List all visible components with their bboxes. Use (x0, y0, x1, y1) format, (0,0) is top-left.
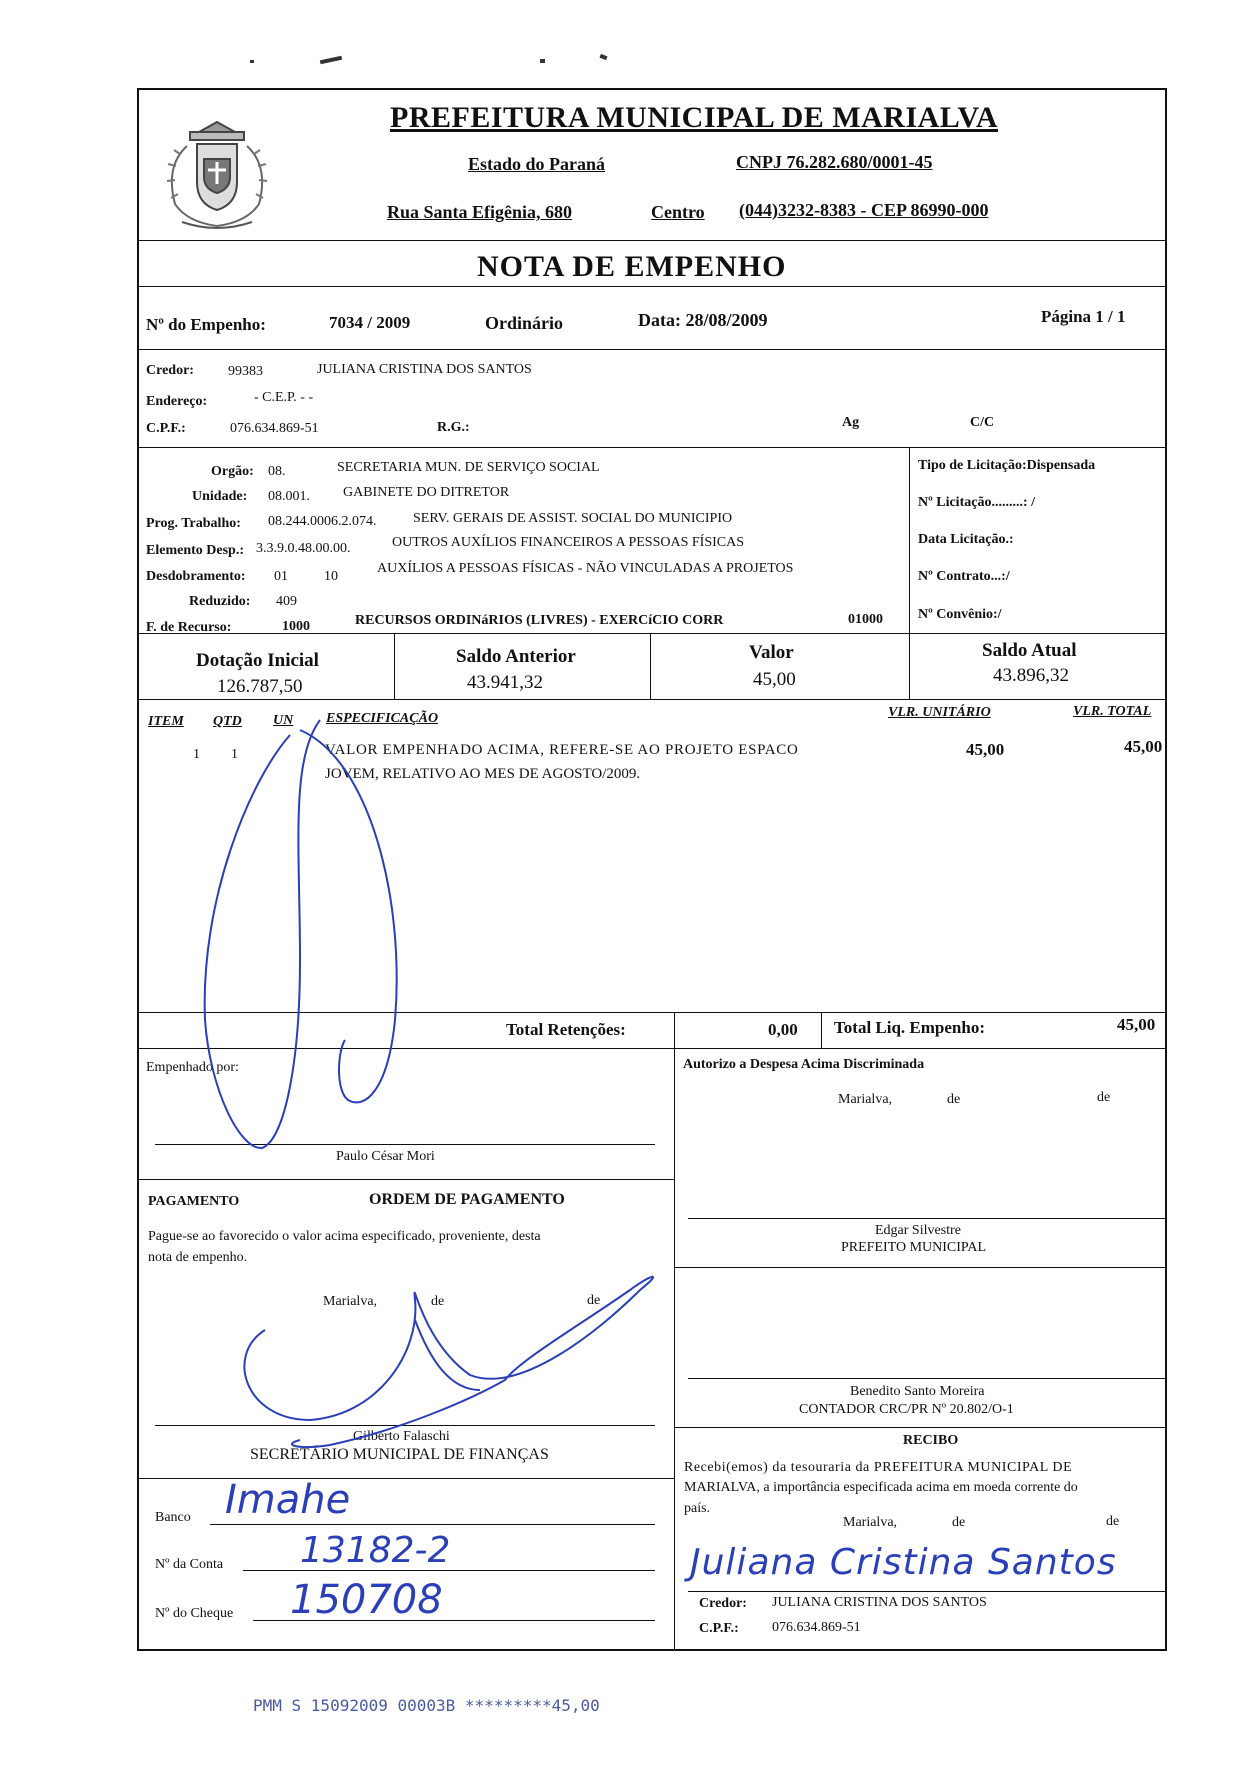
rg-label: R.G.: (437, 420, 470, 435)
licitacao-convenio: Nº Convênio:/ (918, 607, 1002, 622)
reduzido-value: 409 (276, 594, 297, 609)
recurso-name: RECURSOS ORDINáRIOS (LIVRES) - EXERCíCIO CORR (355, 613, 724, 628)
autorizo-place: Marialva, (838, 1092, 893, 1107)
dotacao-label: Dotação Inicial (196, 650, 319, 671)
desdobramento-code2: 10 (324, 569, 338, 584)
recibo-text-line3: país. (684, 1501, 711, 1516)
saldo-atual-value: 43.896,32 (993, 665, 1069, 686)
page-title: PREFEITURA MUNICIPAL DE MARIALVA (390, 101, 999, 134)
pagamento-de1: de (431, 1294, 445, 1309)
empenho-date: Data: 28/08/2009 (638, 310, 768, 330)
elemento-name: OUTROS AUXÍLIOS FINANCEIROS A PESSOAS FÍSICAS (392, 535, 745, 550)
address-value: - C.E.P. - - (254, 390, 314, 405)
elemento-code: 3.3.9.0.48.00.00. (256, 541, 351, 556)
liq-value: 45,00 (1117, 1015, 1156, 1034)
secretario-role: SECRETÁRIO MUNICIPAL DE FINANÇAS (250, 1446, 549, 1463)
licitacao-data: Data Licitação.: (918, 532, 1014, 547)
banco-handwritten: Imahe (225, 1477, 351, 1523)
col-spec: ESPECIFICAÇÃO (326, 711, 439, 726)
desdobramento-label: Desdobramento: (146, 569, 246, 584)
credor-signature: Juliana Cristina Santos (690, 1542, 1117, 1583)
row-qtd: 1 (231, 747, 238, 762)
retencoes-label: Total Retenções: (506, 1020, 626, 1039)
col-un: UN (273, 713, 294, 728)
valor-label: Valor (749, 642, 794, 663)
creditor-label: Credor: (146, 363, 194, 378)
elemento-label: Elemento Desp.: (146, 543, 244, 558)
reduzido-label: Reduzido: (189, 594, 251, 609)
recibo-de1: de (952, 1515, 966, 1530)
recibo-credor-label: Credor: (699, 1596, 747, 1611)
district-label: Centro (651, 202, 705, 222)
desdobramento-code1: 01 (274, 569, 288, 584)
phone-cep-label: (044)3232-8383 - CEP 86990-000 (739, 200, 989, 220)
machine-stamp: PMM S 15092009 00003B *********45,00 (253, 1696, 600, 1715)
ordem-pagamento-label: ORDEM DE PAGAMENTO (369, 1191, 565, 1208)
document-title: NOTA DE EMPENHO (477, 250, 787, 283)
cheque-handwritten: 150708 (290, 1577, 443, 1623)
col-unit-value: VLR. UNITÁRIO (888, 705, 991, 720)
recibo-place: Marialva, (843, 1515, 898, 1530)
contador-name: Benedito Santo Moreira (850, 1384, 985, 1399)
prog-label: Prog. Trabalho: (146, 516, 241, 531)
pagamento-text-line2: nota de empenho. (148, 1250, 248, 1265)
saldo-anterior-label: Saldo Anterior (456, 646, 576, 667)
creditor-name: JULIANA CRISTINA DOS SANTOS (317, 362, 532, 377)
conta-handwritten: 13182-2 (300, 1530, 451, 1571)
recibo-credor-name: JULIANA CRISTINA DOS SANTOS (772, 1595, 987, 1610)
cnpj-label: CNPJ 76.282.680/0001-45 (736, 152, 933, 172)
page-indicator: Página 1 / 1 (1041, 307, 1126, 326)
row-total-value: 45,00 (1124, 737, 1163, 756)
banco-label: Banco (155, 1510, 191, 1525)
ag-label: Ag (842, 415, 860, 430)
row-spec-line1: VALOR EMPENHADO ACIMA, REFERE-SE AO PROJETO ESPACO (325, 742, 799, 758)
scan-specks (240, 50, 620, 70)
cc-label: C/C (970, 415, 995, 430)
licitacao-contrato: Nº Contrato...:/ (918, 569, 1010, 584)
empenhado-name: Paulo César Mori (336, 1149, 435, 1164)
prefeito-name: Edgar Silvestre (875, 1223, 961, 1238)
recurso-code: 1000 (282, 619, 310, 634)
dotacao-value: 126.787,50 (217, 676, 303, 697)
licitacao-numero: Nº Licitação.........: / (918, 495, 1035, 510)
retencoes-value: 0,00 (768, 1020, 798, 1039)
row-item: 1 (193, 747, 200, 762)
valor-value: 45,00 (753, 669, 796, 690)
prefeito-role: PREFEITO MUNICIPAL (841, 1240, 987, 1255)
pagamento-label: PAGAMENTO (148, 1194, 240, 1209)
recibo-de2: de (1106, 1514, 1120, 1529)
licitacao-tipo: Tipo de Licitação:Dispensada (918, 458, 1096, 473)
contador-role: CONTADOR CRC/PR Nº 20.802/O-1 (799, 1402, 1014, 1417)
orgao-name: SECRETARIA MUN. DE SERVIÇO SOCIAL (337, 460, 600, 475)
empenho-label: Nº do Empenho: (146, 315, 266, 334)
creditor-code: 99383 (228, 364, 263, 379)
saldo-anterior-value: 43.941,32 (467, 672, 543, 693)
empenhado-label: Empenhado por: (146, 1060, 239, 1075)
orgao-code: 08. (268, 464, 286, 479)
autorizo-label: Autorizo a Despesa Acima Discriminada (683, 1057, 925, 1072)
cheque-label: Nº do Cheque (155, 1606, 234, 1621)
pagamento-de2: de (587, 1293, 601, 1308)
col-total-value: VLR. TOTAL (1073, 704, 1152, 719)
recurso-label: F. de Recurso: (146, 620, 232, 635)
orgao-label: Orgão: (211, 464, 254, 479)
cpf-label: C.P.F.: (146, 421, 186, 436)
street-label: Rua Santa Efigênia, 680 (387, 202, 573, 222)
recurso-code2: 01000 (848, 612, 883, 627)
cpf-value: 076.634.869-51 (230, 421, 319, 436)
unidade-label: Unidade: (192, 489, 248, 504)
conta-label: Nº da Conta (155, 1557, 224, 1572)
recibo-cpf-value: 076.634.869-51 (772, 1620, 861, 1635)
prog-code: 08.244.0006.2.074. (268, 514, 377, 529)
liq-label: Total Liq. Empenho: (834, 1018, 985, 1037)
autorizo-de2: de (1097, 1090, 1111, 1105)
col-qtd: QTD (213, 714, 242, 729)
saldo-atual-label: Saldo Atual (982, 640, 1077, 661)
unidade-name: GABINETE DO DITRETOR (343, 485, 510, 500)
state-label: Estado do Paraná (468, 154, 606, 174)
prog-name: SERV. GERAIS DE ASSIST. SOCIAL DO MUNICIPIO (413, 511, 733, 526)
address-label: Endereço: (146, 394, 208, 409)
recibo-title: RECIBO (903, 1433, 959, 1448)
empenho-number: 7034 / 2009 (329, 313, 411, 332)
empenho-type: Ordinário (485, 313, 564, 333)
recibo-cpf-label: C.P.F.: (699, 1621, 739, 1636)
row-unit-value: 45,00 (966, 740, 1005, 759)
unidade-code: 08.001. (268, 489, 310, 504)
pagamento-place: Marialva, (323, 1294, 378, 1309)
autorizo-de1: de (947, 1092, 961, 1107)
pagamento-text-line1: Pague-se ao favorecido o valor acima especificado, proveniente, desta (148, 1229, 541, 1244)
recibo-text-line1: Recebi(emos) da tesouraria da PREFEITURA MUNICIPAL DE (684, 1460, 1073, 1475)
recibo-text-line2: MARIALVA, a importância especificada acima em moeda corrente do (684, 1480, 1078, 1495)
secretario-name: Gilberto Falaschi (353, 1429, 450, 1444)
row-spec-line2: JOVEM, RELATIVO AO MES DE AGOSTO/2009. (325, 766, 641, 782)
coat-of-arms-logo (142, 104, 292, 244)
col-item: ITEM (148, 714, 184, 729)
desdobramento-name: AUXÍLIOS A PESSOAS FÍSICAS - NÃO VINCULADAS A PROJETOS (377, 561, 794, 576)
